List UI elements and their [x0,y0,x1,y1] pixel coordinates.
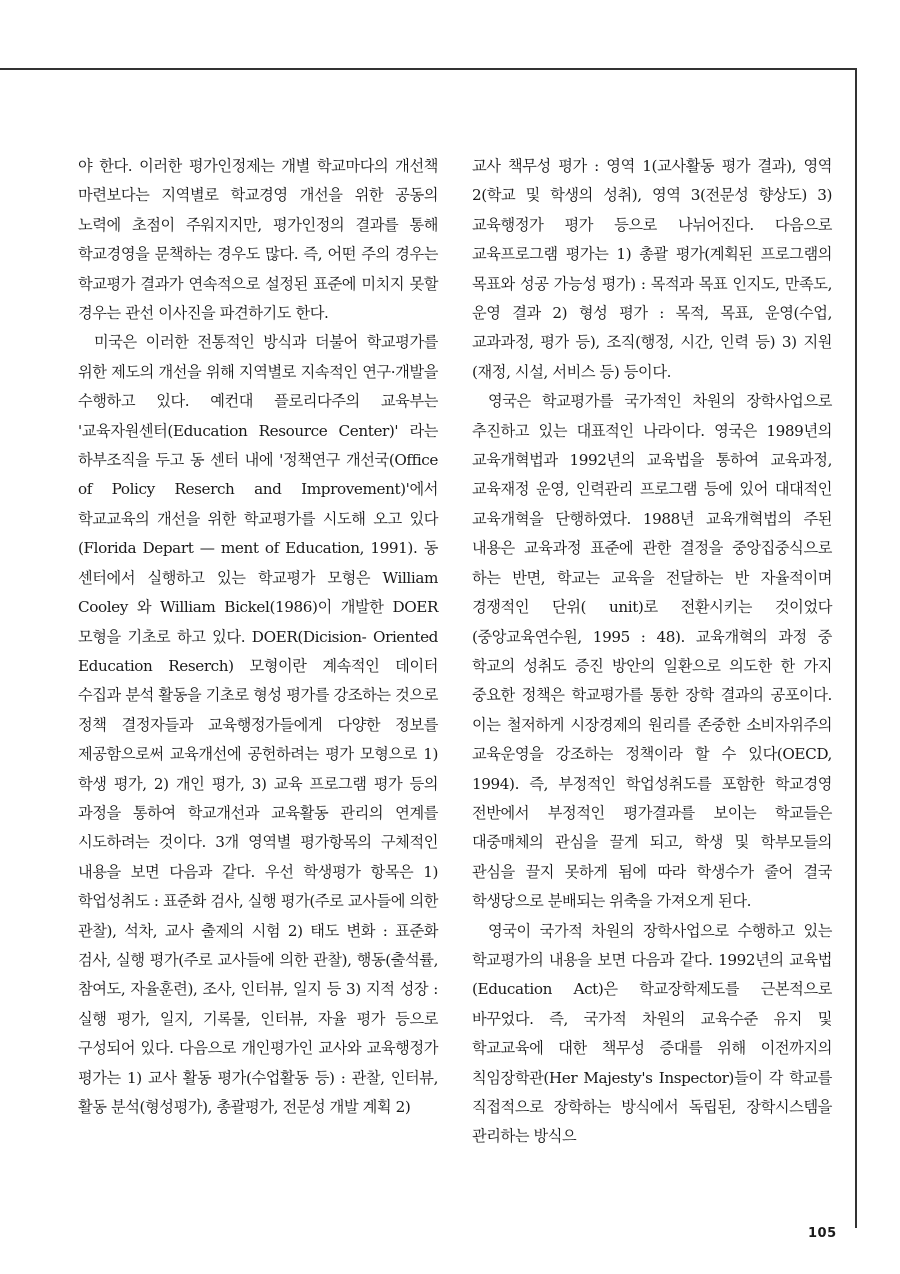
paragraph: 교사 책무성 평가 : 영역 1(교사활동 평가 결과), 영역 2(학교 및 학생의 성취), 영역 3(전문성 향상도) 3) 교육행정가 평가 등으로 나뉘어진다. 다음으로 교육프로그램 평가는 1) 총괄 평가(계획된 프로그램의 목표와 성공 가능성 평가) : 목적과 목표 인지도, 만족도, 운영 결과 2) 형성 평가 : 목적, 목표, 운영(수업, 교과과정, 평가 등), 조직(행정, 시간, 인력 등) 3) 지원(재정, 시설, 서비스 등) 등이다. [472,157,832,381]
top-rule [0,68,857,70]
page-number: 105 [808,1226,837,1241]
left-column [78,152,438,1122]
right-column [472,152,832,1152]
paragraph: 야 한다. 이러한 평가인정제는 개별 학교마다의 개선책 마련보다는 지역별로 학교경영 개선을 위한 공동의 노력에 초점이 주워지지만, 평가인정의 결과를 통해 학교경영을 문책하는 경우도 많다. 즉, 어떤 주의 경우는 학교평가 결과가 연속적으로 설정된 표준에 미치지 못할 경우는 관선 이사진을 파견하기도 한다. [78,157,438,323]
paragraph: 미국은 이러한 전통적인 방식과 더불어 학교평가를 위한 제도의 개선을 위해 지역별로 지속적인 연구·개발을 수행하고 있다. 예컨대 플로리다주의 교육부는 '교육자원센터(Education Resource Center)' 라는 하부조직을 두고 동 센터 내에 '정책연구 개선국(Office of Policy Reserch and Improvement)'에서 학교교육의 개선을 위한 학교평가를 시도해 오고 있다(Florida Depart — ment of Education, 1991). 동 센터에서 실행하고 있는 학교평가 모형은 William Cooley 와 William Bickel(1986)이 개발한 DOER 모형을 기초로 하고 있다. DOER(Dicision- Oriented Education Reserch) 모형이란 계속적인 데이터 수집과 분석 활동을 기초로 형성 평가를 강조하는 것으로 정책 결정자들과 교육행정가들에게 다양한 정보를 제공함으로써 교육개선에 공헌하려는 평가 모형으로 1) 학생 평가, 2) 개인 평가, 3) 교육 프로그램 평가 등의 과정을 통하여 학교개선과 교육활동 관리의 연계를 시도하려는 것이다. 3개 영역별 평가항목의 구체적인 내용을 보면 다음과 같다. 우선 학생평가 항목은 1) 학업성취도 : 표준화 검사, 실행 평가(주로 교사들에 의한 관찰), 석차, 교사 출제의 시험 2) 태도 변화 : 표준화 검사, 실행 평가(주로 교사들에 의한 관찰), 행동(출석률, 참여도, 자율훈련), 조사, 인터뷰, 일지 등 3) 지적 성장 : 실행 평가, 일지, 기록물, 인터뷰, 자율 평가 등으로 구성되어 있다. 다음으로 개인평가인 교사와 교육행정가 평가는 1) 교사 활동 평가(수업활동 등) : 관찰, 인터뷰, 활동 분석(형성평가), 총괄평가, 전문성 개발 계획 2) [78,333,438,1116]
right-margin-rule [855,68,857,1228]
paragraph: 영국은 학교평가를 국가적인 차원의 장학사업으로 추진하고 있는 대표적인 나라이다. 영국은 1989년의 교육개혁법과 1992년의 교육법을 통하여 교육과정, 교육재정 운영, 인력관리 프로그램 등에 있어 대대적인 교육개혁을 단행하였다. 1988년 교육개혁법의 주된 내용은 교육과정 표준에 관한 결정을 중앙집중식으로 하는 반면, 학교는 교육을 전달하는 반 자율적이며 경쟁적인 단위( unit)로 전환시키는 것이었다(중앙교육연수원, 1995 : 48). 교육개혁의 과정 중 학교의 성취도 증진 방안의 일환으로 의도한 한 가지 중요한 정책은 학교평가를 통한 장학 결과의 공포이다. 이는 철저하게 시장경제의 원리를 존중한 소비자위주의 교육운영을 강조하는 정책이라 할 수 있다(OECD, 1994). 즉, 부정적인 학업성취도를 포함한 학교경영 전반에서 부정적인 평가결과를 보이는 학교들은 대중매체의 관심을 끌게 되고, 학생 및 학부모들의 관심을 끌지 못하게 됨에 따라 학생수가 줄어 결국 학생당으로 분배되는 위축을 가져오게 된다. [472,392,832,911]
paragraph: 영국이 국가적 차원의 장학사업으로 수행하고 있는 학교평가의 내용을 보면 다음과 같다. 1992년의 교육법(Education Act)은 학교장학제도를 근본적으로 바꾸었다. 즉, 국가적 차원의 교육수준 유지 및 학교교육에 대한 책무성 증대를 위해 이전까지의 칙임장학관(Her Majesty's Inspector)들이 각 학교를 직접적으로 장학하는 방식에서 독립된, 장학시스템을 관리하는 방식으 [472,921,832,1146]
